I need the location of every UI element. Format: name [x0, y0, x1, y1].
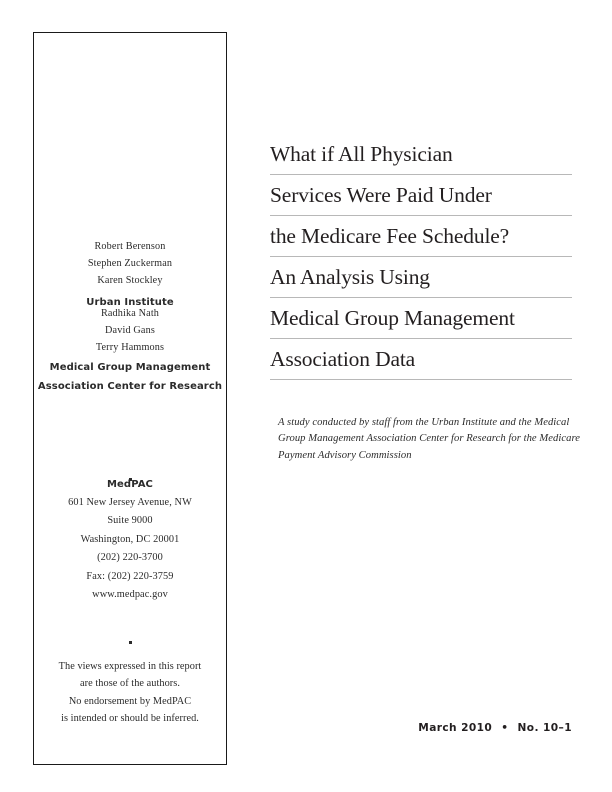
bullet-separator-icon: •	[501, 722, 509, 734]
issue-line	[418, 722, 572, 734]
address-suite: Suite 9000	[107, 515, 153, 527]
report-subtitle: A study conducted by staff from the Urban Institute and the Medical Group Management Association Center for Research for the Medicare Payment Advisory Commission	[278, 417, 580, 461]
title-line: Services Were Paid Under	[270, 181, 572, 216]
address-fax: Fax: (202) 220-3759	[86, 570, 174, 582]
author-name: Terry Hammons	[95, 342, 165, 354]
disclaimer-line: is intended or should be inferred.	[61, 713, 199, 725]
author-group-mgma	[34, 305, 226, 396]
publisher-name: MedPAC	[107, 479, 153, 490]
sidebar-content	[34, 33, 226, 764]
title-line: Medical Group Management	[270, 304, 572, 339]
disclaimer-line: are those of the authors.	[80, 678, 180, 690]
square-bullet-icon	[129, 641, 132, 644]
report-title	[270, 140, 572, 380]
title-line: What if All Physician	[270, 140, 572, 175]
title-line: An Analysis Using	[270, 263, 572, 298]
address-street: 601 New Jersey Avenue, NW	[68, 497, 192, 508]
issue-number: No. 10–1	[517, 722, 572, 734]
disclaimer-line: The views expressed in this report	[58, 661, 202, 672]
disclaimer-block	[34, 658, 226, 728]
author-name: David Gans	[105, 325, 155, 337]
author-organization: Urban Institute	[86, 296, 174, 308]
author-name: Karen Stockley	[97, 275, 163, 287]
author-group-urban-institute	[34, 238, 226, 312]
main-column	[270, 0, 612, 792]
separator-dot-lower	[34, 631, 226, 649]
author-organization-line-2: Association Center for Research	[37, 381, 223, 393]
title-line: the Medicare Fee Schedule?	[270, 222, 572, 257]
title-line: Association Data	[270, 345, 572, 380]
author-name: Radhika Nath	[100, 308, 160, 319]
sidebar-panel	[33, 32, 227, 765]
issue-date: March 2010	[418, 722, 493, 734]
author-name: Stephen Zuckerman	[87, 258, 173, 270]
author-organization-line-1: Medical Group Management	[49, 361, 211, 373]
disclaimer-line: No endorsement by MedPAC	[68, 695, 192, 707]
address-city-state-zip: Washington, DC 20001	[80, 533, 180, 545]
address-website[interactable]: www.medpac.gov	[92, 589, 168, 601]
publisher-address-block	[34, 475, 226, 604]
author-name: Robert Berenson	[94, 241, 166, 252]
address-phone: (202) 220-3700	[97, 552, 163, 564]
